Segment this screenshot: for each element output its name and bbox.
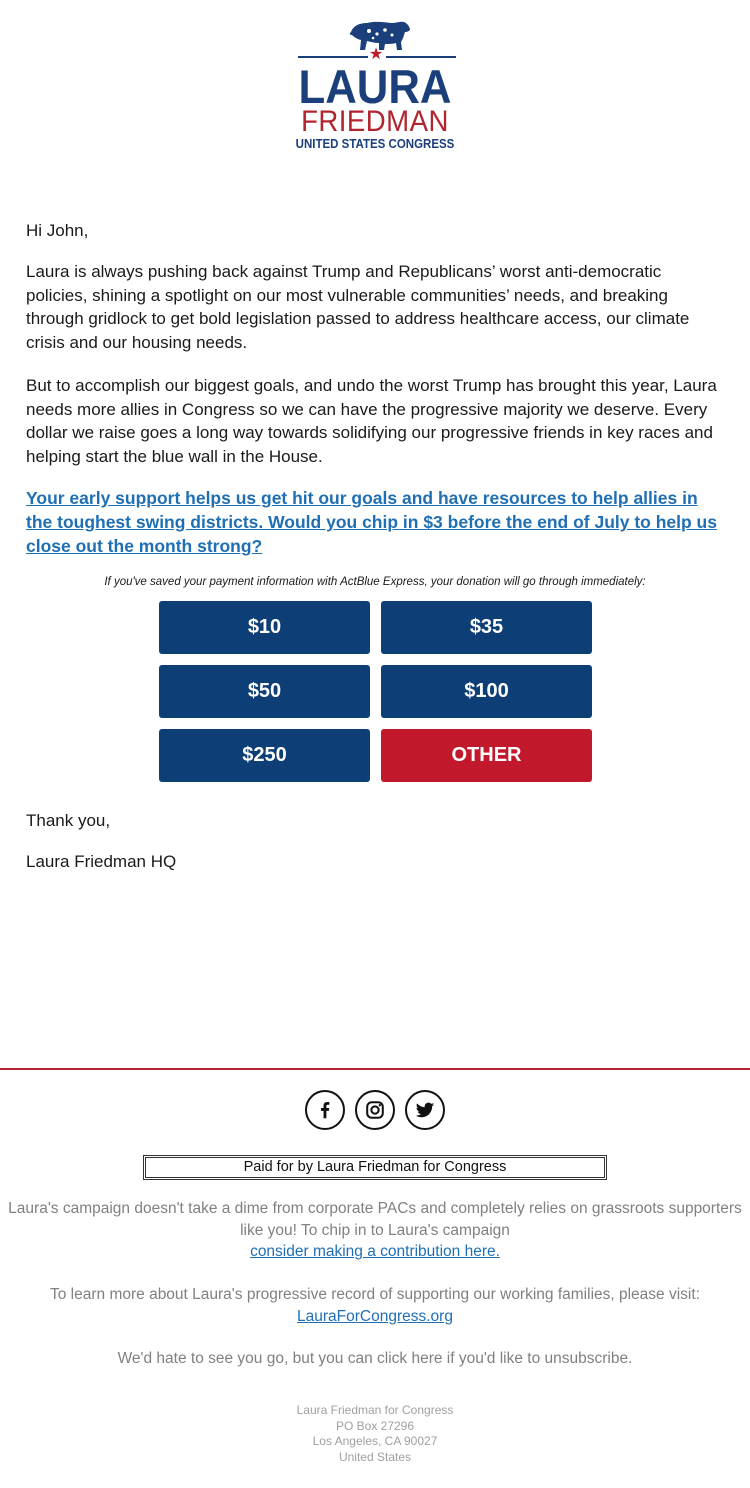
donate-10-button[interactable]: $10: [159, 601, 370, 654]
campaign-logo: [0, 14, 750, 154]
logo-subtitle: UNITED STATES CONGRESS: [295, 137, 455, 151]
pac-notice: [0, 1198, 750, 1263]
paid-for-disclaimer: Paid for by Laura Friedman for Congress: [143, 1155, 607, 1180]
logo-rule-left: [298, 56, 368, 58]
logo-rule-right: [386, 56, 456, 58]
contribution-link[interactable]: consider making a contribution here.: [250, 1243, 500, 1260]
donate-35-button[interactable]: $35: [381, 601, 592, 654]
pac-notice-text: Laura's campaign doesn't take a dime from corporate PACs and completely relies on grassroots supporters like you! To chip in to Laura's campaign: [8, 1200, 742, 1239]
unsubscribe-link[interactable]: We'd hate to see you go, but you can click here if you'd like to unsubscribe.: [117, 1350, 633, 1367]
closing: Thank you,: [26, 811, 111, 830]
website-link[interactable]: LauraForCongress.org: [297, 1307, 453, 1325]
signature: Laura Friedman HQ: [26, 852, 177, 871]
donate-100-button[interactable]: $100: [381, 665, 592, 718]
donate-other-button[interactable]: OTHER: [381, 729, 592, 782]
actblue-express-note: If you've saved your payment information with ActBlue Express, your donation will go through immediately:: [104, 576, 646, 588]
address-line: Los Angeles, CA 90027: [312, 1434, 438, 1449]
footer-divider: [0, 1068, 750, 1070]
mailing-address: [0, 1403, 750, 1466]
donate-250-button[interactable]: $250: [159, 729, 370, 782]
facebook-icon[interactable]: [305, 1090, 345, 1130]
learn-more-text: To learn more about Laura's progressive record of supporting our working families, please visit:: [50, 1286, 700, 1303]
logo-last-name: FRIEDMAN: [301, 105, 449, 138]
learn-more: [0, 1284, 750, 1327]
cta-donate-link[interactable]: Your early support helps us get hit our goals and have resources to help allies in the toughest swing districts. Would you chip in $3 before the end of July to help us close out the month strong?: [26, 488, 717, 556]
address-line: Laura Friedman for Congress: [296, 1403, 454, 1417]
instagram-icon[interactable]: [355, 1090, 395, 1130]
paragraph-2: But to accomplish our biggest goals, and undo the worst Trump has brought this year, Laura needs more allies in Congress so we can have the progressive majority we deserve. Every dollar we raise goes a long way towards solidifying our progressive friends in key races and helping start the blue wall in the House.: [26, 376, 717, 466]
paragraph-1: Laura is always pushing back against Trump and Republicans’ worst anti-democratic policies, shining a spotlight on our most vulnerable communities’ needs, and breaking through gridlock to get bold legislation passed to address healthcare access, our climate crisis and our housing needs.: [26, 262, 690, 352]
donate-50-button[interactable]: $50: [159, 665, 370, 718]
address-line: PO Box 27296: [335, 1418, 415, 1433]
star-icon: ★: [368, 46, 384, 63]
greeting: Hi John,: [26, 221, 89, 240]
logo-first-name: LAURA: [298, 60, 452, 113]
twitter-icon[interactable]: [405, 1090, 445, 1130]
address-line: United States: [338, 1450, 412, 1465]
